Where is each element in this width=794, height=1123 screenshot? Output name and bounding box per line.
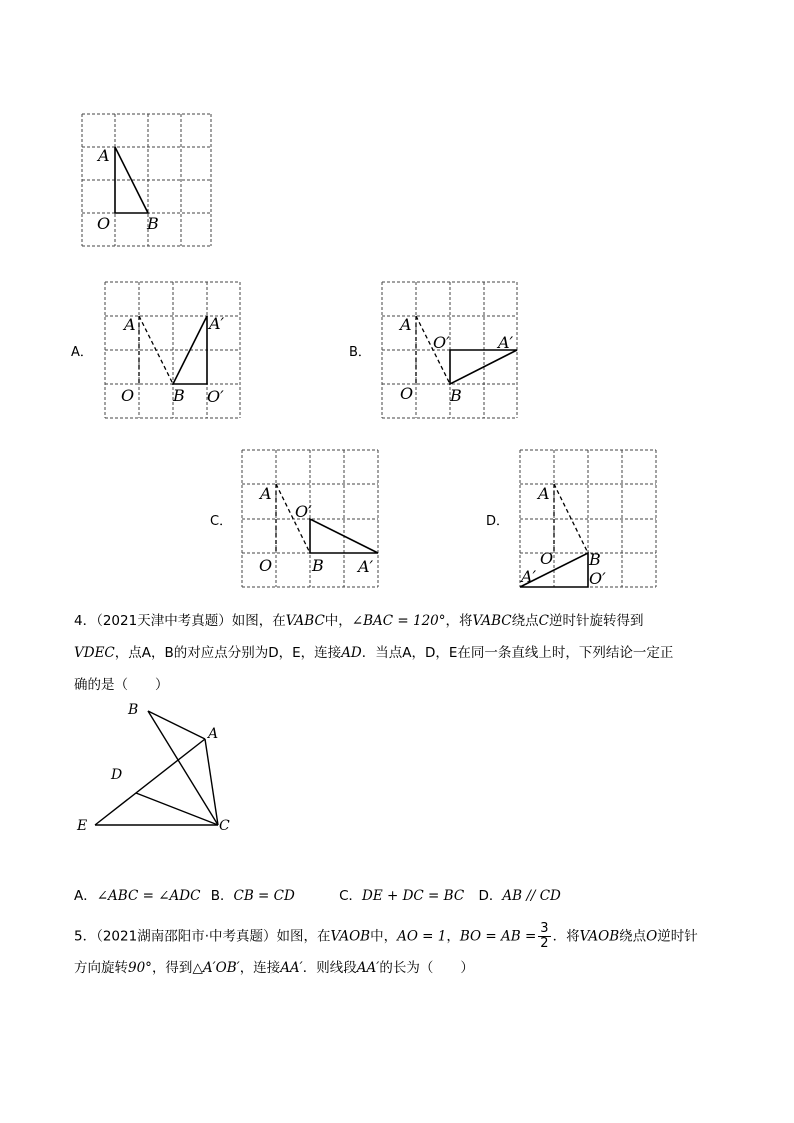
q4-label-c: C bbox=[219, 818, 230, 834]
label-o: O bbox=[97, 214, 111, 233]
option-d-label-o: O bbox=[540, 549, 554, 568]
fraction-three-halves: $\frac{3}{2}$ bbox=[540, 921, 549, 951]
label-b: B bbox=[147, 214, 159, 233]
q4-choice-b[interactable]: B．CB = CD bbox=[210, 888, 295, 904]
option-b-label-o: O bbox=[400, 384, 414, 403]
q4-choices bbox=[74, 886, 561, 906]
option-d-label-a: A bbox=[538, 484, 550, 503]
option-b-label-o-prime: O′ bbox=[433, 333, 450, 352]
option-c-label-o: O bbox=[259, 556, 273, 575]
option-c-letter[interactable]: C． bbox=[210, 514, 233, 529]
option-c-label-a-prime: A′ bbox=[358, 557, 374, 576]
option-b-letter[interactable]: B． bbox=[349, 345, 371, 360]
q4-choice-c[interactable]: C．DE + DC = BC bbox=[339, 888, 465, 904]
q4-line-3: 确的是（ ） bbox=[74, 677, 169, 693]
option-a-label-b: B bbox=[173, 386, 185, 405]
option-d-label-a-prime: A′ bbox=[521, 567, 537, 586]
q4-label-a: A bbox=[208, 726, 219, 742]
option-b-label-b: B bbox=[450, 386, 462, 405]
option-a-label-o: O bbox=[121, 386, 135, 405]
q4-label-b: B bbox=[128, 702, 139, 718]
q4-choice-a[interactable]: A．∠ABC = ∠ADC bbox=[74, 888, 201, 904]
option-c-label-b: B bbox=[312, 556, 324, 575]
option-c-label-a: A bbox=[260, 484, 272, 503]
label-a: A bbox=[98, 146, 110, 165]
q4-choice-d[interactable]: D．AB // CD bbox=[478, 888, 561, 904]
q5-line-1: 5．（2021湖南邵阳市·中考真题）如图，在VAOB中，AO = 1，BO = AB = $\frac{3}{2}$ ．将VAOB绕点O逆时针 bbox=[74, 921, 698, 951]
option-d-label-b: B bbox=[589, 550, 601, 569]
q4-line-1: 4．（2021天津中考真题）如图，在VABC中，∠BAC = 120°，将VABC绕点C逆时针旋转得到 bbox=[74, 613, 644, 629]
option-c-label-o-prime: O′ bbox=[295, 502, 312, 521]
q4-line-2: VDEC，点A，B的对应点分别为D，E，连接AD．当点A，D，E在同一条直线上时，下列结论一定正 bbox=[74, 645, 674, 661]
q5-line-2: 方向旋转90°，得到△A′OB′，连接AA′．则线段AA′的长为（ ） bbox=[74, 960, 474, 976]
option-a-label-a-prime: A′ bbox=[209, 314, 225, 333]
q4-label-e: E bbox=[77, 818, 88, 834]
option-a-letter[interactable]: A． bbox=[71, 345, 93, 360]
option-d-letter[interactable]: D． bbox=[486, 514, 510, 529]
option-a-label-o-prime: O′ bbox=[207, 387, 224, 406]
option-b-label-a: A bbox=[400, 315, 412, 334]
option-a-label-a: A bbox=[124, 315, 136, 334]
option-d-label-o-prime: O′ bbox=[589, 569, 606, 588]
q4-label-d: D bbox=[111, 767, 123, 783]
option-b-label-a-prime: A′ bbox=[498, 333, 514, 352]
